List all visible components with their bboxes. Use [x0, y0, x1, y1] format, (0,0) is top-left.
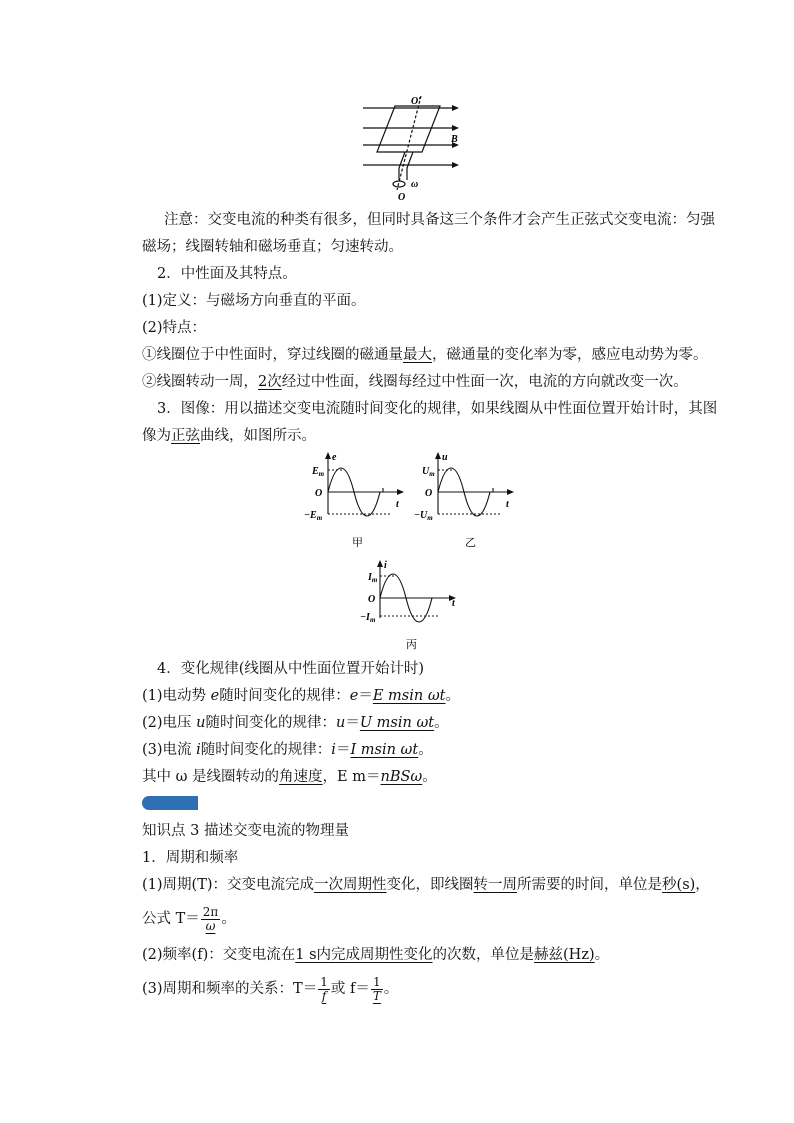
feature-1-b: ，磁通量的变化率为零，感应电动势为零。	[432, 347, 708, 363]
definition: (1)定义：与磁场方向垂直的平面。	[142, 293, 366, 309]
law-current-lhs: i	[331, 742, 336, 758]
period-def-c: 所需要的时间，单位是	[517, 877, 663, 893]
bing-bottom-label: −I	[360, 612, 370, 623]
yi-bottom	[414, 510, 433, 522]
jia-caption: 甲	[352, 537, 363, 549]
label-o-prime: O′	[411, 96, 422, 107]
bing-caption: 丙	[406, 639, 417, 651]
period-fraction	[201, 906, 221, 933]
yi-axis: u	[442, 452, 448, 463]
relation-d1: f	[321, 988, 327, 1003]
law-voltage-lhs: u	[336, 715, 346, 731]
frequency-def	[142, 945, 609, 965]
bing-t: t	[452, 598, 455, 609]
law-omega-u1: 角速度	[279, 769, 323, 785]
law-current-u: I msin ωt	[350, 742, 419, 758]
bing-top	[367, 572, 378, 584]
yi-origin: O	[425, 488, 433, 499]
label-o: O	[398, 192, 406, 202]
law-heading: 4．变化规律(线圈从中性面位置开始计时)	[157, 661, 425, 677]
law-emf-b: 随时间变化的规律：	[219, 688, 350, 704]
bing-bottom	[360, 612, 376, 624]
relation-n2: 1	[371, 976, 383, 990]
law-emf-eq: ＝	[358, 688, 373, 704]
law-emf-u: E msin ωt	[372, 688, 446, 704]
feature-2-b: 经过中性面，线圈每经过中性面一次，电流的方向就改变一次。	[281, 374, 688, 390]
law-voltage-u: U msin ωt	[359, 715, 435, 731]
jia-top-sub: m	[318, 470, 325, 478]
section-badge	[142, 796, 198, 810]
yi-bottom-sub: m	[427, 514, 433, 522]
period-def-u3: 秒(s)	[662, 877, 696, 893]
law-current-end: 。	[418, 742, 433, 758]
yi-top	[422, 466, 435, 478]
period-def-a: (1)周期(T)：交变电流完成	[142, 877, 315, 893]
heading-graph: 3．图像：用以描述交变电流随时间变化的规律，如果线圈从中性面位置开始计时，其图	[157, 401, 718, 417]
bing-top-sub: m	[371, 576, 378, 584]
law-voltage-b: 随时间变化的规律：	[205, 715, 336, 731]
bing-bottom-sub: m	[369, 616, 376, 624]
jia-t: t	[396, 499, 399, 510]
yi-t: t	[506, 499, 509, 510]
yi-top-label: U	[422, 466, 430, 477]
period-formula	[142, 904, 236, 934]
yi-caption: 乙	[465, 537, 476, 549]
feature-1-a: ①线圈位于中性面时，穿过线圈的磁通量	[142, 347, 403, 363]
graph-desc-u: 正弦	[171, 428, 200, 444]
period-frequency-heading: 1．周期和频率	[142, 850, 239, 866]
period-formula-a: 公式 T＝	[142, 911, 200, 927]
note-line-2: 磁场；线圈转轴和磁场垂直；匀速转动。	[142, 239, 403, 255]
feature-2	[142, 372, 688, 392]
period-frac-den: ω	[205, 918, 216, 933]
frequency-def-u1: 1 s内完成周期性变化	[295, 947, 433, 963]
law-voltage	[142, 713, 449, 733]
law-emf-lhs: e	[349, 688, 359, 704]
feature-2-a: ②线圈转动一周，	[142, 374, 258, 390]
law-voltage-eq: ＝	[345, 715, 360, 731]
label-b: B	[451, 134, 458, 145]
law-emf	[142, 686, 460, 706]
frequency-def-c: 。	[594, 947, 610, 963]
law-omega-end: 。	[422, 769, 437, 785]
graph-jia	[300, 452, 410, 552]
law-omega	[142, 767, 437, 787]
relation-end: 。	[383, 981, 399, 997]
law-emf-end: 。	[445, 688, 460, 704]
relation-d2: T	[372, 988, 381, 1003]
period-def-b: 变化，即线圈	[386, 877, 474, 893]
law-current-b: 随时间变化的规律：	[200, 742, 332, 758]
law-current-eq: ＝	[335, 742, 351, 758]
yi-bottom-label: −U	[414, 510, 428, 521]
law-voltage-v: u	[196, 715, 206, 731]
relation-frac-1	[318, 976, 330, 1003]
feature-2-u: 2次	[258, 374, 282, 390]
law-current	[142, 740, 433, 760]
graph-yi	[410, 452, 520, 552]
frequency-def-u2: 赫兹(Hz)	[534, 947, 595, 963]
label-omega: ω	[411, 179, 419, 190]
bing-top-label: I	[368, 572, 372, 583]
jia-top	[311, 466, 325, 478]
graph-desc-b: 曲线，如图所示。	[200, 428, 316, 444]
feature-1	[142, 345, 708, 365]
knowledge-point-title: 知识点 3 描述交变电流的物理量	[142, 823, 349, 839]
relation-a: (3)周期和频率的关系：T＝	[142, 981, 318, 997]
law-current-a: (3)电流	[142, 742, 197, 758]
relation-frac-2	[371, 976, 383, 1003]
frequency-def-b: 的次数，单位是	[432, 947, 535, 963]
graph-bing	[356, 560, 466, 655]
heading-neutral-plane: 2．中性面及其特点。	[157, 266, 297, 282]
frequency-def-a: (2)频率(f)：交变电流在	[142, 947, 296, 963]
jia-origin: O	[315, 488, 323, 499]
relation-n1: 1	[320, 974, 328, 989]
law-omega-b: ，E m＝	[322, 769, 381, 785]
features-label: (2)特点：	[142, 320, 207, 336]
period-def-u1: 一次周期性	[314, 877, 387, 893]
bing-axis: i	[384, 560, 387, 571]
law-emf-a: (1)电动势	[142, 688, 211, 704]
feature-1-u: 最大	[403, 347, 432, 363]
jia-axis: e	[332, 452, 337, 463]
note-line-1: 注意：交变电流的种类有很多，但同时具备这三个条件才会产生正弦式交变电流：匀强	[164, 212, 715, 228]
graph-desc-a: 像为	[142, 428, 171, 444]
period-def-u2: 转一周	[473, 877, 518, 893]
law-omega-a: 其中 ω 是线圈转动的	[142, 769, 280, 785]
law-omega-u2: nBSω	[380, 769, 423, 785]
law-voltage-a: (2)电压	[142, 715, 197, 731]
jia-bottom-label: −E	[304, 510, 317, 521]
yi-top-sub: m	[429, 470, 435, 478]
jia-bottom-sub: m	[316, 514, 323, 522]
period-def	[142, 875, 710, 895]
period-frac-num: 2π	[202, 904, 219, 919]
period-formula-end: 。	[221, 911, 236, 927]
law-current-v: i	[196, 742, 201, 758]
relation-mid: 或 f＝	[330, 981, 370, 997]
relation	[142, 974, 398, 1004]
bing-origin: O	[368, 594, 376, 605]
jia-top-label: E	[312, 466, 319, 477]
law-emf-v: e	[210, 688, 220, 704]
period-def-d: ，	[695, 877, 710, 893]
jia-bottom	[304, 510, 323, 522]
coil-figure	[355, 92, 465, 202]
graph-desc	[142, 426, 316, 446]
law-voltage-end: 。	[434, 715, 449, 731]
